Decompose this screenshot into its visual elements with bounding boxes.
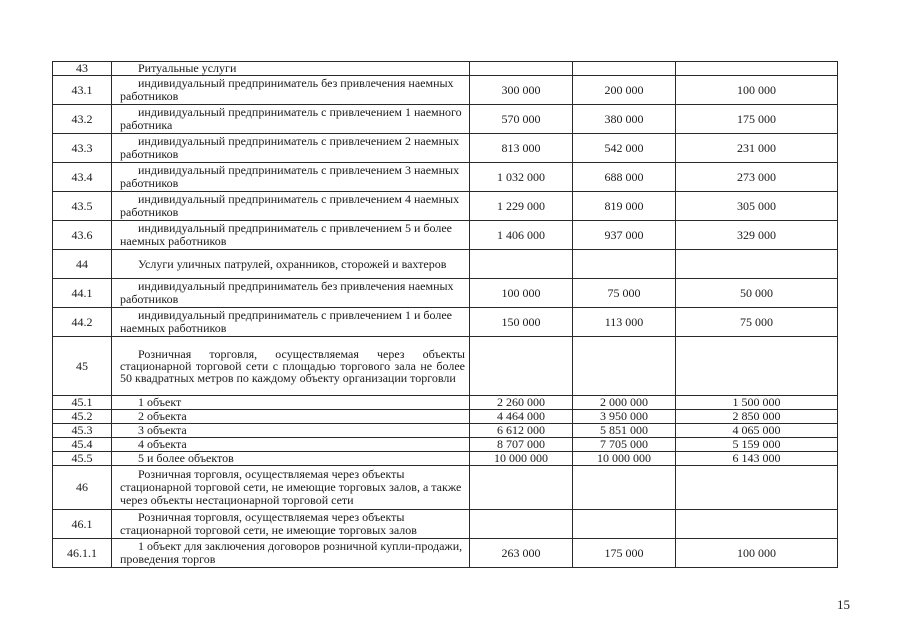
value-cell-1: 1 229 000 <box>470 192 573 221</box>
row-number: 46.1 <box>53 510 112 539</box>
value-cell-2: 10 000 000 <box>573 452 676 466</box>
value-cell-1: 1 406 000 <box>470 221 573 250</box>
table-row <box>53 424 838 438</box>
row-description <box>112 76 470 105</box>
value-cell-2: 937 000 <box>573 221 676 250</box>
value-cell-3 <box>676 337 838 396</box>
value-cell-2 <box>573 250 676 279</box>
value-cell-2: 688 000 <box>573 163 676 192</box>
row-description <box>112 250 470 279</box>
table-row <box>53 510 838 539</box>
table-row <box>53 337 838 396</box>
value-cell-1: 100 000 <box>470 279 573 308</box>
value-cell-2: 175 000 <box>573 539 676 568</box>
value-cell-2: 75 000 <box>573 279 676 308</box>
table-row <box>53 308 838 337</box>
table-row <box>53 410 838 424</box>
description-text: индивидуальный предприниматель без привлечения наемных работников <box>120 76 454 103</box>
value-cell-3 <box>676 250 838 279</box>
table-row <box>53 76 838 105</box>
value-cell-1: 6 612 000 <box>470 424 573 438</box>
value-cell-1: 8 707 000 <box>470 438 573 452</box>
table-row <box>53 105 838 134</box>
row-description <box>112 308 470 337</box>
row-description <box>112 337 470 396</box>
row-description <box>112 510 470 539</box>
value-cell-3: 231 000 <box>676 134 838 163</box>
description-text: 2 объекта <box>138 409 187 423</box>
value-cell-1 <box>470 510 573 539</box>
value-cell-1: 300 000 <box>470 76 573 105</box>
row-number: 45.5 <box>53 452 112 466</box>
row-description <box>112 134 470 163</box>
description-text: Розничная торговля, осуществляемая через объекты стационарной торговой сети, не имеющие торговых залов, а также через объекты нестационарной торговой сети <box>120 467 462 507</box>
value-cell-2 <box>573 466 676 510</box>
value-cell-3: 4 065 000 <box>676 424 838 438</box>
row-description <box>112 539 470 568</box>
value-cell-3: 175 000 <box>676 105 838 134</box>
value-cell-3: 100 000 <box>676 539 838 568</box>
description-text: Розничная торговля, осуществляемая через объекты стационарной торговой сети, не имеющие торговых залов <box>120 510 417 537</box>
row-number: 46.1.1 <box>53 539 112 568</box>
row-number: 43 <box>53 62 112 76</box>
row-number: 44 <box>53 250 112 279</box>
value-cell-3: 329 000 <box>676 221 838 250</box>
row-description <box>112 163 470 192</box>
value-cell-3: 50 000 <box>676 279 838 308</box>
value-cell-1: 10 000 000 <box>470 452 573 466</box>
description-text: 1 объект <box>138 395 182 409</box>
value-cell-3 <box>676 62 838 76</box>
row-number: 45 <box>53 337 112 396</box>
row-number: 43.5 <box>53 192 112 221</box>
value-cell-2 <box>573 510 676 539</box>
description-text: 1 объект для заключения договоров розничной купли-продажи, проведения торгов <box>120 539 463 566</box>
row-description <box>112 279 470 308</box>
description-text: 4 объекта <box>138 437 187 451</box>
row-description <box>112 410 470 424</box>
value-cell-1 <box>470 62 573 76</box>
table-row <box>53 438 838 452</box>
table-row <box>53 62 838 76</box>
value-cell-1: 263 000 <box>470 539 573 568</box>
value-cell-3: 2 850 000 <box>676 410 838 424</box>
row-number: 45.3 <box>53 424 112 438</box>
row-description <box>112 221 470 250</box>
row-description <box>112 452 470 466</box>
table-row <box>53 163 838 192</box>
value-cell-2 <box>573 62 676 76</box>
value-cell-2: 380 000 <box>573 105 676 134</box>
description-text: индивидуальный предприниматель с привлечением 3 наемных работников <box>120 163 460 190</box>
value-cell-2: 3 950 000 <box>573 410 676 424</box>
row-number: 43.6 <box>53 221 112 250</box>
page-number: 15 <box>837 597 850 612</box>
description-text: Услуги уличных патрулей, охранников, сторожей и вахтеров <box>138 256 447 271</box>
value-cell-1: 2 260 000 <box>470 396 573 410</box>
description-text: индивидуальный предприниматель с привлечением 1 и более наемных работников <box>120 308 452 335</box>
value-cell-1: 150 000 <box>470 308 573 337</box>
value-cell-2: 819 000 <box>573 192 676 221</box>
row-number: 44.2 <box>53 308 112 337</box>
row-description <box>112 396 470 410</box>
value-cell-3 <box>676 510 838 539</box>
row-description <box>112 62 470 76</box>
value-cell-3: 273 000 <box>676 163 838 192</box>
row-description <box>112 192 470 221</box>
value-cell-1: 570 000 <box>470 105 573 134</box>
row-number: 43.1 <box>53 76 112 105</box>
row-description <box>112 105 470 134</box>
value-cell-1: 4 464 000 <box>470 410 573 424</box>
value-cell-2: 542 000 <box>573 134 676 163</box>
description-text: индивидуальный предприниматель с привлечением 4 наемных работников <box>120 192 460 219</box>
table-row <box>53 539 838 568</box>
value-cell-3: 6 143 000 <box>676 452 838 466</box>
table-row <box>53 134 838 163</box>
row-number: 45.1 <box>53 396 112 410</box>
row-number: 45.4 <box>53 438 112 452</box>
description-text: Розничная торговля, осуществляемая через объекты стационарной торговой сети с площадью торгового зала не более 50 квадратных метров по каждому объекту организации торговли <box>120 347 465 385</box>
row-number: 43.4 <box>53 163 112 192</box>
description-text: индивидуальный предприниматель с привлечением 1 наемного работника <box>120 105 462 132</box>
value-cell-1: 813 000 <box>470 134 573 163</box>
value-cell-3: 75 000 <box>676 308 838 337</box>
description-text: индивидуальный предприниматель без привлечения наемных работников <box>120 279 454 306</box>
table-row <box>53 396 838 410</box>
table-body <box>53 62 838 568</box>
value-cell-1 <box>470 337 573 396</box>
value-cell-3: 305 000 <box>676 192 838 221</box>
description-text: индивидуальный предприниматель с привлечением 2 наемных работников <box>120 134 460 161</box>
description-text: 3 объекта <box>138 423 187 437</box>
value-cell-2: 2 000 000 <box>573 396 676 410</box>
description-text: 5 и более объектов <box>138 451 234 465</box>
table-row <box>53 452 838 466</box>
description-text: индивидуальный предприниматель с привлечением 5 и более наемных работников <box>120 221 452 248</box>
table-row <box>53 279 838 308</box>
value-cell-1 <box>470 466 573 510</box>
table-row <box>53 192 838 221</box>
value-cell-2: 7 705 000 <box>573 438 676 452</box>
row-number: 43.3 <box>53 134 112 163</box>
tariff-table <box>52 61 838 568</box>
value-cell-2 <box>573 337 676 396</box>
value-cell-3: 100 000 <box>676 76 838 105</box>
value-cell-1 <box>470 250 573 279</box>
value-cell-3 <box>676 466 838 510</box>
row-description <box>112 424 470 438</box>
value-cell-2: 113 000 <box>573 308 676 337</box>
row-number: 45.2 <box>53 410 112 424</box>
table-row <box>53 466 838 510</box>
table-row <box>53 250 838 279</box>
value-cell-2: 200 000 <box>573 76 676 105</box>
row-description <box>112 438 470 452</box>
row-description <box>112 466 470 510</box>
value-cell-3: 5 159 000 <box>676 438 838 452</box>
description-text: Ритуальные услуги <box>138 61 237 75</box>
row-number: 43.2 <box>53 105 112 134</box>
row-number: 44.1 <box>53 279 112 308</box>
table-row <box>53 221 838 250</box>
value-cell-2: 5 851 000 <box>573 424 676 438</box>
row-number: 46 <box>53 466 112 510</box>
value-cell-3: 1 500 000 <box>676 396 838 410</box>
value-cell-1: 1 032 000 <box>470 163 573 192</box>
